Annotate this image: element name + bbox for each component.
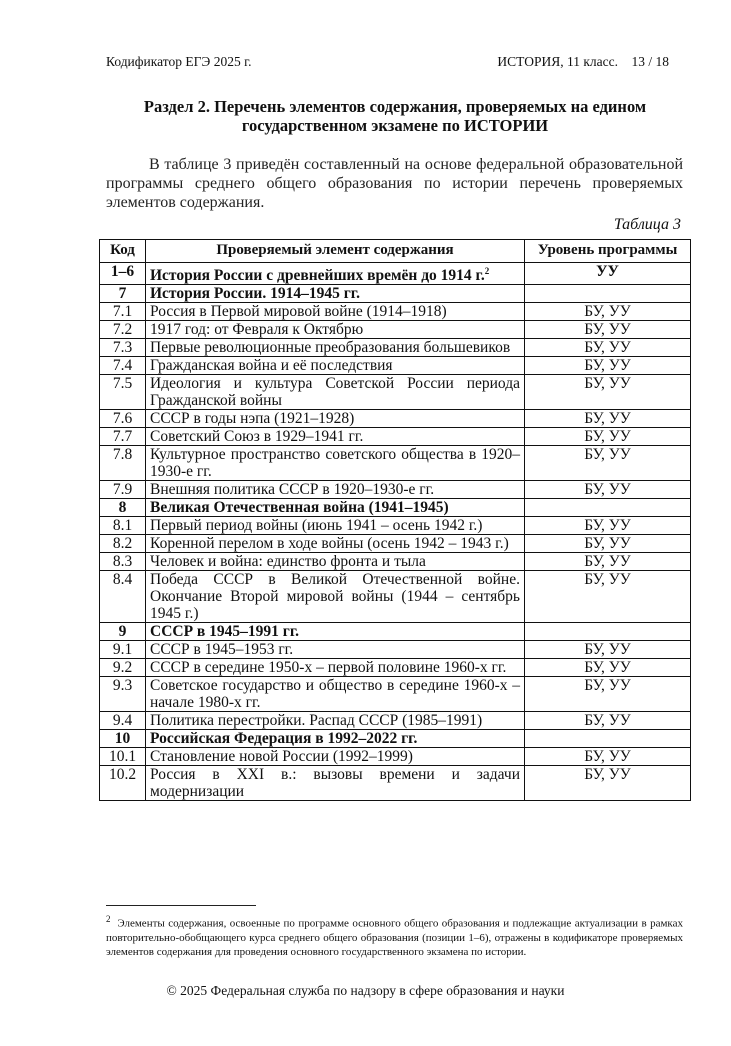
row-element-text: СССР в середине 1950-х – первой половине 1960-х гг. (150, 659, 507, 677)
row-element-text: Культурное пространство советского общества в 1920–1930-е гг. (150, 446, 520, 481)
content-elements-table (99, 239, 691, 801)
row-element (146, 677, 525, 712)
row-element-text: История России. 1914–1945 гг. (150, 285, 360, 303)
table-row (100, 481, 691, 499)
table-section-row (100, 730, 691, 748)
table-row (100, 553, 691, 571)
row-level: БУ, УУ (525, 712, 691, 730)
row-element-text: Россия в Первой мировой войне (1914–1918) (150, 303, 447, 321)
footnote-ref: 2 (484, 266, 490, 276)
table-caption: Таблица 3 (613, 216, 681, 233)
page-header-left: Кодификатор ЕГЭ 2025 г. (106, 54, 252, 69)
table-row (100, 535, 691, 553)
row-element (146, 499, 525, 517)
row-element (146, 712, 525, 730)
row-element-text: История России с древнейших времён до 1914 г. (150, 267, 485, 285)
row-element-text: Первый период войны (июнь 1941 – осень 1942 г.) (150, 517, 483, 535)
row-level: БУ, УУ (525, 677, 691, 712)
row-element-text: Советское государство и общество в середине 1960-х – начале 1980-х гг. (150, 677, 520, 712)
row-level: БУ, УУ (525, 303, 691, 321)
row-level: БУ, УУ (525, 339, 691, 357)
row-element-text: Становление новой России (1992–1999) (150, 748, 413, 766)
row-element-text: Великая Отечественная война (1941–1945) (150, 499, 449, 517)
row-code: 9.4 (100, 712, 146, 730)
row-code: 7.6 (100, 410, 146, 428)
row-code: 7.2 (100, 321, 146, 339)
row-level (525, 285, 691, 303)
row-code: 8 (100, 499, 146, 517)
table-row (100, 339, 691, 357)
footnote-text: Элементы содержания, освоенные по программе основного общего образования и подлежащие актуализации в рамках повторительно-обобщающего курса среднего общего образования (позиции 1–6), отражены в кодификаторе проверяемых элементов содержания для проведения основного государственного экзамена по истории. (106, 917, 683, 958)
row-code: 7 (100, 285, 146, 303)
row-code: 7.9 (100, 481, 146, 499)
row-code: 10 (100, 730, 146, 748)
row-element (146, 730, 525, 748)
row-element-text: Первые революционные преобразования большевиков (150, 339, 511, 357)
row-code: 9.1 (100, 641, 146, 659)
row-element-text: Внешняя политика СССР в 1920–1930-е гг. (150, 481, 435, 499)
table-section-row (100, 499, 691, 517)
row-code: 9 (100, 623, 146, 641)
row-element-text: Коренной перелом в ходе войны (осень 1942 – 1943 г.) (150, 535, 509, 553)
row-element-text: СССР в годы нэпа (1921–1928) (150, 410, 355, 428)
row-element (146, 535, 525, 553)
row-level: БУ, УУ (525, 535, 691, 553)
row-level: БУ, УУ (525, 517, 691, 535)
table-row (100, 748, 691, 766)
row-element (146, 481, 525, 499)
row-code: 7.3 (100, 339, 146, 357)
row-code: 7.1 (100, 303, 146, 321)
row-level: БУ, УУ (525, 428, 691, 446)
row-element (146, 571, 525, 623)
row-element (146, 375, 525, 410)
row-element (146, 285, 525, 303)
table-row (100, 517, 691, 535)
row-level: БУ, УУ (525, 375, 691, 410)
row-element-text: Человек и война: единство фронта и тыла (150, 553, 426, 571)
table-row (100, 303, 691, 321)
row-element (146, 357, 525, 375)
header-level: Уровень программы (525, 240, 691, 263)
table-section-row (100, 263, 691, 285)
row-element-text: Российская Федерация в 1992–2022 гг. (150, 730, 418, 748)
row-level: БУ, УУ (525, 766, 691, 801)
row-level (525, 499, 691, 517)
row-level: БУ, УУ (525, 321, 691, 339)
row-level: УУ (525, 263, 691, 285)
table-header-row (100, 240, 691, 263)
row-element-text: Идеология и культура Советской России периода Гражданской войны (150, 375, 520, 410)
page-header-right: ИСТОРИЯ, 11 класс. 13 / 18 (497, 54, 669, 69)
row-level: БУ, УУ (525, 357, 691, 375)
row-element (146, 766, 525, 801)
row-level: БУ, УУ (525, 641, 691, 659)
row-element (146, 339, 525, 357)
row-element (146, 263, 525, 285)
row-code: 8.1 (100, 517, 146, 535)
table-row (100, 446, 691, 481)
row-code: 8.3 (100, 553, 146, 571)
table-row (100, 641, 691, 659)
section-title: Раздел 2. Перечень элементов содержания, проверяемых на едином государственном экзамене по ИСТОРИИ (143, 97, 647, 135)
table-row (100, 766, 691, 801)
row-element-text: Россия в XXI в.: вызовы времени и задачи модернизации (150, 766, 520, 801)
row-element (146, 517, 525, 535)
table-row (100, 375, 691, 410)
footnote-marker: 2 (106, 914, 111, 924)
row-element-text: Гражданская война и её последствия (150, 357, 393, 375)
intro-paragraph: В таблице 3 приведён составленный на основе федеральной образовательной программы среднего общего образования по истории перечень проверяемых элементов содержания. (106, 156, 683, 211)
row-code: 9.3 (100, 677, 146, 712)
table-row (100, 712, 691, 730)
row-element (146, 641, 525, 659)
row-element (146, 410, 525, 428)
header-code: Код (100, 240, 146, 263)
row-code: 9.2 (100, 659, 146, 677)
row-level: БУ, УУ (525, 659, 691, 677)
table-row (100, 677, 691, 712)
row-code: 8.4 (100, 571, 146, 623)
row-level: БУ, УУ (525, 446, 691, 481)
row-code: 8.2 (100, 535, 146, 553)
row-code: 7.8 (100, 446, 146, 481)
row-level: БУ, УУ (525, 571, 691, 623)
page-footer: © 2025 Федеральная служба по надзору в сфере образования и науки (166, 983, 565, 998)
row-code: 7.5 (100, 375, 146, 410)
row-element (146, 623, 525, 641)
row-code: 7.4 (100, 357, 146, 375)
row-element (146, 446, 525, 481)
table-section-row (100, 623, 691, 641)
row-element (146, 321, 525, 339)
table-row (100, 410, 691, 428)
row-level: БУ, УУ (525, 553, 691, 571)
table-row (100, 321, 691, 339)
row-element-text: СССР в 1945–1953 гг. (150, 641, 294, 659)
table-row (100, 357, 691, 375)
row-element (146, 553, 525, 571)
header-element: Проверяемый элемент содержания (146, 240, 525, 263)
row-element-text: Политика перестройки. Распад СССР (1985–1991) (150, 712, 483, 730)
row-element (146, 748, 525, 766)
row-element-text: 1917 год: от Февраля к Октябрю (150, 321, 364, 339)
row-code: 1–6 (100, 263, 146, 285)
row-element-text: СССР в 1945–1991 гг. (150, 623, 299, 641)
row-level: БУ, УУ (525, 410, 691, 428)
row-level: БУ, УУ (525, 748, 691, 766)
table-row (100, 659, 691, 677)
row-level: БУ, УУ (525, 481, 691, 499)
row-element-text: Советский Союз в 1929–1941 гг. (150, 428, 364, 446)
footnote (106, 912, 683, 959)
table-row (100, 428, 691, 446)
row-code: 10.1 (100, 748, 146, 766)
row-code: 10.2 (100, 766, 146, 801)
row-level (525, 623, 691, 641)
table-body (100, 263, 691, 801)
table-section-row (100, 285, 691, 303)
row-element (146, 303, 525, 321)
row-element (146, 428, 525, 446)
row-element-text: Победа СССР в Великой Отечественной войне. Окончание Второй мировой войны (1944 – сентябрь 1945 г.) (150, 571, 520, 623)
table-row (100, 571, 691, 623)
row-element (146, 659, 525, 677)
row-level (525, 730, 691, 748)
footnote-separator (106, 905, 256, 906)
row-code: 7.7 (100, 428, 146, 446)
